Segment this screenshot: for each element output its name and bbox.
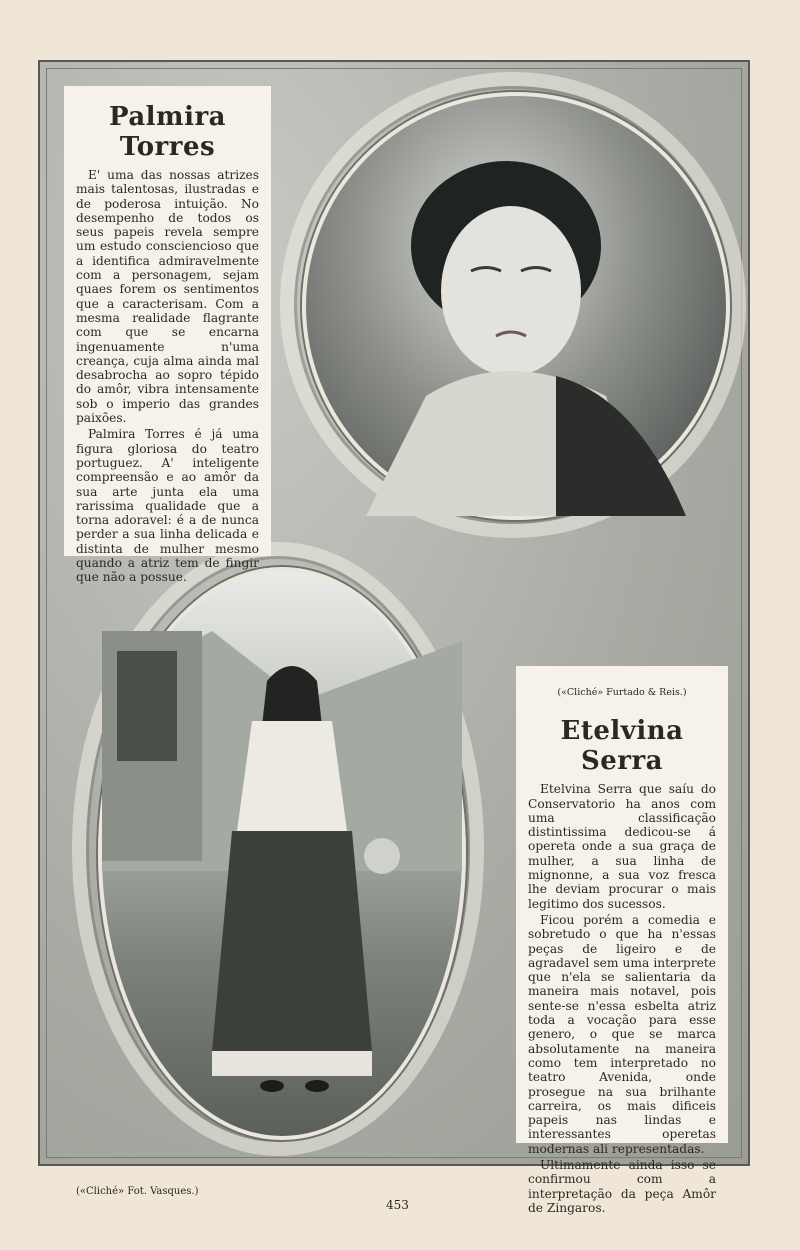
portrait-photo-palmira-torres <box>302 92 730 520</box>
article-title: Etelvina Serra <box>560 716 684 777</box>
portrait-silhouette <box>306 96 726 516</box>
article-paragraph: Etelvina Serra que saíu do Conservatorio ha anos com uma classificação distintissima dedicou-se á opereta onde a sua graça de mulher, a sua linha de mignonne, a sua voz fresca lhe deviam procurar o mais legitimo dos sucessos. <box>528 782 716 911</box>
article-palmira-torres <box>64 86 271 585</box>
footer-photo-credit: («Cliché» Fot. Vasques.) <box>76 1186 199 1197</box>
portrait-photo-etelvina-serra <box>98 567 466 1140</box>
article-paragraph: E' uma das nossas atrizes mais talentosas, ilustradas e de poderosa intuição. No desempenho de todos os seus papeis revela sempre um estudo consciencioso que a identifica admiravelmente com a personagem, sejam quaes forem os sentimentos que a caracterisam. Com a mesma realidade flagrante com que se encarna ingenuamente n'uma creança, cuja alma ainda mal desabrocha ao sopro tépido do amôr, vibra intensamente sob o imperio das grandes paixões. <box>76 168 259 426</box>
article-paragraph: Ficou porém a comedia e sobretudo o que ha n'essas peças de ligeiro e de agradavel sem uma interprete que n'ela se salientaria da maneira mais notavel, pois sente-se n'essa esbelta atriz toda a vocação para esse genero, o que se marca absolutamente na maneira como tem interpretado no teatro Avenida, onde prosegue na sua brilhante carreira, os mais dificeis papeis nas lindas e interessantes operetas modernas ali representadas. <box>528 912 716 1156</box>
article-title: Palmira Torres <box>108 102 226 162</box>
photo-credit: («Cliché» Furtado & Reis.) <box>557 687 687 698</box>
article-paragraph: Ultimamente ainda isso se confirmou com a interpretação da peça Amôr de Zingaros. <box>528 1158 716 1215</box>
article-paragraph: Palmira Torres é já uma figura gloriosa do teatro portuguez. A' inteligente compreensão e ao amôr da sua arte junta ela uma rarissima qualidade que a torna adoravel: é a de nunca perder a sua linha delicada e distinta de mulher mesmo quando a atriz tem de fingir que não a possue. <box>76 427 259 585</box>
page-number: 453 <box>386 1198 409 1212</box>
article-etelvina-serra <box>516 666 728 1215</box>
figure-silhouette <box>102 571 462 1136</box>
